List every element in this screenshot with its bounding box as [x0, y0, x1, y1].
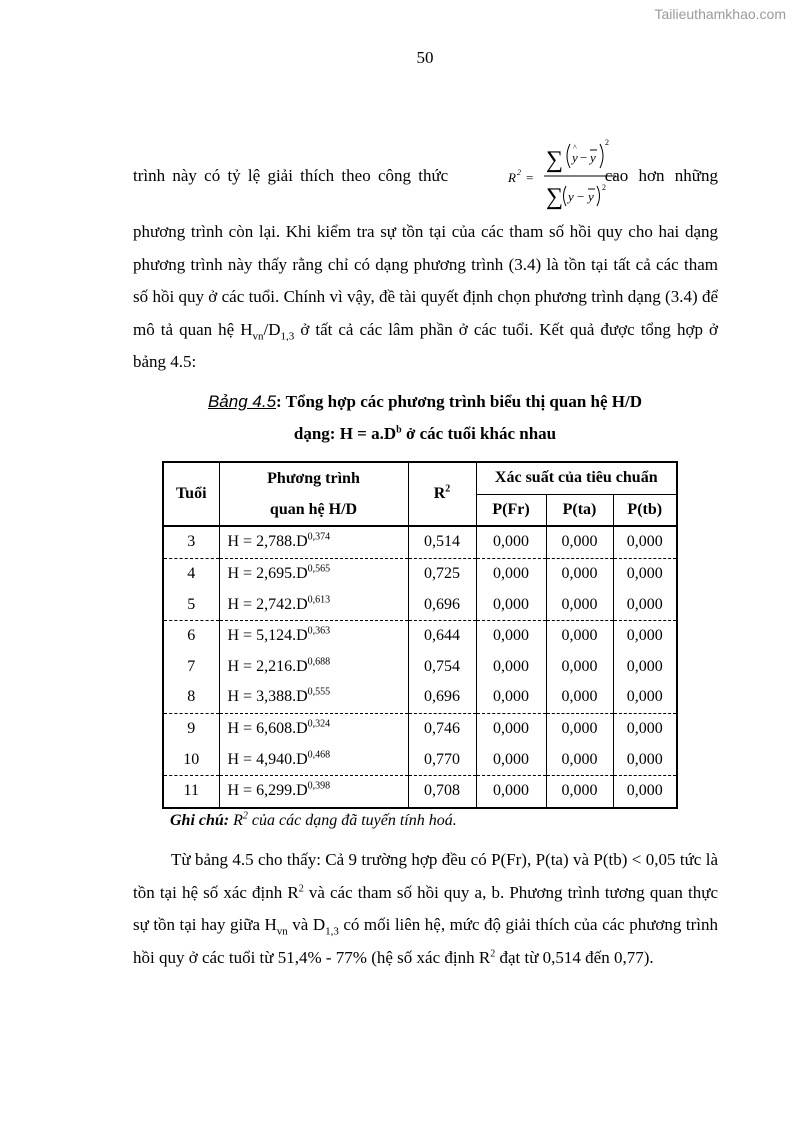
cell-age: 11: [163, 775, 219, 807]
table-row: [163, 558, 677, 589]
formula-tail-text: cao hơn những: [604, 166, 718, 185]
cell-p-tb: 0,000: [613, 652, 677, 683]
formula-line: [133, 134, 718, 214]
note-sup: 2: [242, 810, 248, 822]
header-p-ta: P(ta): [546, 494, 613, 526]
cell-equation: [219, 652, 408, 683]
cell-r2: 0,644: [408, 620, 476, 651]
table-row: [163, 682, 677, 713]
cell-equation-exp: 0,398: [307, 780, 331, 792]
cell-equation-base: H = 4,940.D: [227, 750, 308, 768]
cell-p-tb: 0,000: [613, 744, 677, 775]
page-number: 50: [416, 48, 434, 67]
watermark: Tailieuthamkhao.com: [654, 6, 786, 22]
cell-equation-exp: 0,555: [307, 687, 331, 699]
formula-num-exp: 2: [605, 138, 609, 147]
cell-equation-exp: 0,688: [307, 656, 331, 668]
formula-den-y2: y: [588, 189, 594, 204]
formula-den-exp: 2: [602, 183, 606, 192]
header-r2-sup: 2: [445, 483, 451, 495]
cell-p-fr: 0,000: [476, 713, 546, 744]
regression-table: [162, 461, 678, 809]
cell-p-fr: 0,000: [476, 526, 546, 558]
cell-p-tb: 0,000: [613, 558, 677, 589]
paragraph-2-text-d: có mối liên hệ, mức độ giải thích của các phương trình hồi quy ở các tuổi từ 51,4% - 77% (hệ số xác định R: [133, 915, 718, 967]
cell-equation: [219, 744, 408, 775]
cell-equation-base: H = 2,742.D: [227, 595, 308, 613]
cell-p-ta: 0,000: [546, 589, 613, 620]
cell-p-tb: 0,000: [613, 526, 677, 558]
header-p-tb: P(tb): [613, 494, 677, 526]
cell-age: 4: [163, 558, 219, 589]
header-equation-line-1: Phương trình: [219, 462, 408, 494]
formula-lhs: R: [508, 170, 516, 185]
formula-den-minus: −: [577, 189, 585, 204]
paragraph-2: [133, 844, 718, 974]
table-caption-suffix: ở các tuổi khác nhau: [401, 424, 557, 443]
paragraph-1-text-c: ở tất cả các lâm phần ở các tuổi. Kết quả được tổng hợp ở bảng 4.5:: [133, 319, 718, 371]
formula-num-rparen: [600, 144, 603, 168]
cell-p-ta: 0,000: [546, 558, 613, 589]
cell-r2: 0,770: [408, 744, 476, 775]
cell-p-ta: 0,000: [546, 713, 613, 744]
cell-p-ta: 0,000: [546, 744, 613, 775]
cell-equation-base: H = 2,788.D: [227, 533, 308, 551]
table-caption-line-1: [0, 392, 794, 412]
cell-age: 8: [187, 688, 196, 706]
cell-equation: [219, 620, 408, 651]
paragraph-1-text-b: /D: [263, 319, 281, 339]
paragraph-2-text-e: đạt từ 0,514 đến 0,77).: [495, 947, 654, 967]
formula-den-rparen: [597, 186, 600, 206]
formula-lead-text: trình này có tỷ lệ giải thích theo công thức: [133, 166, 449, 185]
table-caption-label: Bảng 4.5: [207, 392, 277, 411]
formula-lhs-exp: 2: [517, 168, 521, 177]
cell-r2: 0,696: [408, 589, 476, 620]
cell-p-fr: 0,000: [476, 589, 546, 620]
header-p-fr: P(Fr): [476, 494, 546, 526]
formula-num-minus: −: [580, 150, 588, 165]
paragraph-2-text-c: và D: [287, 915, 326, 934]
paragraph-2-sub-13: 1,3: [325, 925, 339, 938]
table-caption-line-2: [0, 424, 794, 444]
table-note: [170, 812, 457, 830]
table-caption-title: : Tổng hợp các phương trình biểu thị quan hệ H/D: [276, 392, 643, 411]
cell-p-ta: 0,000: [546, 682, 613, 713]
cell-equation-exp: 0,324: [307, 718, 331, 730]
cell-p-fr: 0,000: [476, 652, 546, 683]
cell-p-fr: 0,000: [476, 620, 546, 651]
cell-r2: 0,708: [408, 775, 476, 807]
formula-num-hat: ^: [573, 143, 577, 152]
cell-p-tb: 0,000: [613, 682, 677, 713]
cell-age: 9: [163, 713, 219, 744]
cell-p-ta: 0,000: [546, 526, 613, 558]
paragraph-2-sup-2: 2: [490, 947, 496, 959]
cell-r2: 0,754: [408, 652, 476, 683]
cell-age: 3: [187, 533, 196, 551]
cell-r2: 0,514: [408, 526, 476, 558]
cell-equation: [219, 713, 408, 744]
cell-age: 6: [163, 620, 219, 651]
cell-p-fr: 0,000: [476, 682, 546, 713]
formula-num-sum: ∑: [546, 147, 564, 173]
table-row: [163, 652, 677, 683]
cell-equation: [219, 526, 408, 558]
header-r2-letter: R: [433, 485, 446, 503]
formula-num-lparen: [567, 144, 570, 168]
cell-p-ta: 0,000: [546, 775, 613, 807]
cell-equation-exp: 0,565: [307, 563, 331, 575]
cell-r2: 0,696: [408, 682, 476, 713]
cell-equation-base: H = 2,695.D: [227, 565, 308, 583]
note-label: Ghi chú:: [170, 812, 230, 829]
cell-equation-base: H = 2,216.D: [227, 657, 308, 675]
paragraph-2-text-b: và các tham số hồi quy a, b. Phương trình tương quan thực sự tồn tại hay giữa H: [133, 882, 719, 934]
formula-den-sum: ∑: [546, 184, 564, 210]
paragraph-2-sub-vn: vn: [276, 925, 288, 938]
table-row: [163, 775, 677, 807]
table-row: [163, 526, 677, 558]
paragraph-1: [133, 216, 718, 379]
paragraph-2-sup-1: 2: [298, 882, 304, 894]
cell-equation-base: H = 6,608.D: [227, 720, 308, 738]
formula-den-lparen: [564, 186, 567, 206]
formula-den-y1: y: [568, 189, 574, 204]
cell-p-ta: 0,000: [546, 620, 613, 651]
formula-num-y2: y: [590, 150, 596, 165]
cell-equation-base: H = 3,388.D: [227, 688, 308, 706]
formula-num-y1: y: [572, 150, 578, 165]
note-text: của các dạng đã tuyến tính hoá.: [247, 812, 457, 829]
paragraph-2-text-a: Từ bảng 4.5 cho thấy: Cả 9 trường hợp đều có P(Fr), P(ta) và P(tb) < 0,05 tức là tồn tại hệ số xác định R: [133, 850, 718, 902]
cell-age: 10: [183, 750, 200, 768]
cell-p-tb: 0,000: [613, 775, 677, 807]
cell-equation: [219, 775, 408, 807]
cell-p-tb: 0,000: [613, 713, 677, 744]
cell-age: 5: [187, 595, 196, 613]
cell-equation-exp: 0,374: [307, 532, 331, 544]
cell-equation: [219, 589, 408, 620]
header-probability-group: Xác suất của tiêu chuẩn: [476, 462, 677, 494]
cell-p-fr: 0,000: [476, 744, 546, 775]
cell-equation-exp: 0,613: [307, 594, 331, 606]
table-row: [163, 744, 677, 775]
cell-equation-base: H = 5,124.D: [227, 627, 308, 645]
table-caption-form: dạng: H = a.D: [293, 424, 397, 443]
cell-equation: [219, 558, 408, 589]
cell-p-tb: 0,000: [613, 589, 677, 620]
header-r2: [408, 462, 476, 526]
cell-p-fr: 0,000: [476, 775, 546, 807]
cell-equation-exp: 0,468: [307, 749, 331, 761]
paragraph-1-sub-vn: vn: [252, 329, 264, 342]
cell-equation-exp: 0,363: [307, 625, 331, 637]
header-equation-line-2: quan hệ H/D: [219, 494, 408, 526]
formula-eq: =: [526, 170, 534, 185]
cell-p-ta: 0,000: [546, 652, 613, 683]
cell-age: 7: [187, 657, 196, 675]
table-caption-sup: b: [396, 424, 402, 436]
paragraph-1-sub-13: 1,3: [280, 329, 295, 342]
cell-equation-base: H = 6,299.D: [227, 782, 308, 800]
cell-r2: 0,725: [408, 558, 476, 589]
cell-r2: 0,746: [408, 713, 476, 744]
table-row: [163, 713, 677, 744]
table-row: [163, 589, 677, 620]
note-r: R: [233, 812, 243, 829]
cell-p-fr: 0,000: [476, 558, 546, 589]
cell-equation: [219, 682, 408, 713]
table-row: [163, 620, 677, 651]
paragraph-1-text-a: phương trình còn lại. Khi kiểm tra sự tồn tại của các tham số hồi quy cho hai dạng phương trình này thấy rằng chỉ có dạng phương trình (3.4) là tồn tại tất cả các tham số hồi quy ở các tuổi. Chính vì vậy, đề tài quyết định chọn phương trình dạng (3.4) để mô tả quan hệ H: [133, 222, 718, 339]
cell-p-tb: 0,000: [613, 620, 677, 651]
header-age: Tuổi: [163, 462, 219, 526]
